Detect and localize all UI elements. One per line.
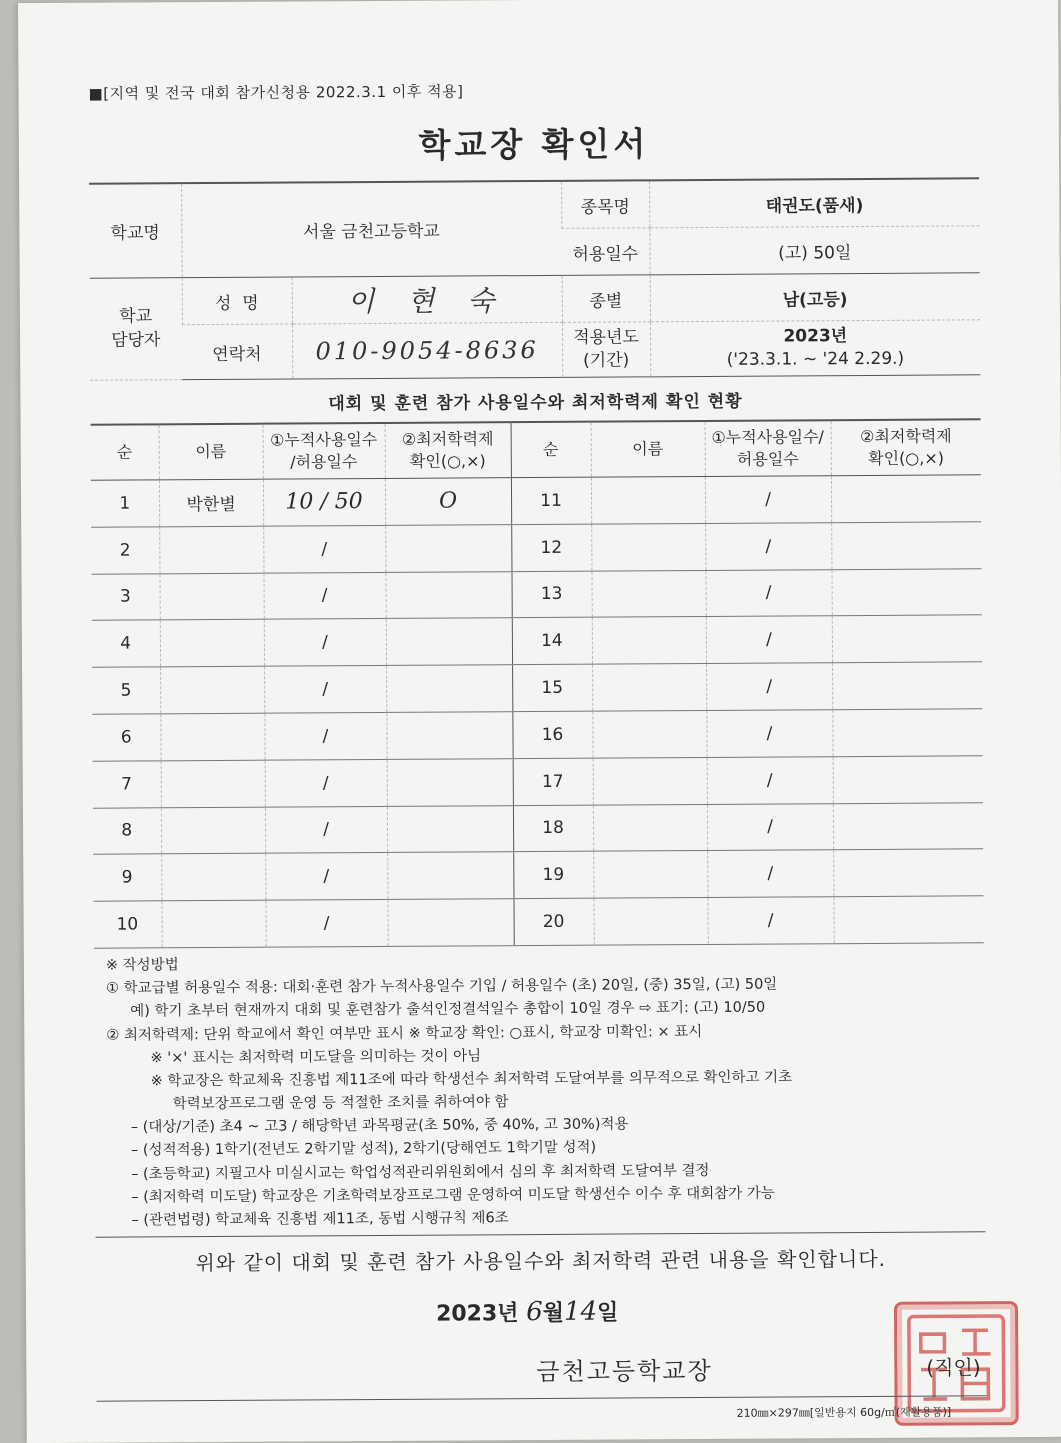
row-days-right: / (707, 756, 833, 804)
row-academic-right (833, 849, 983, 897)
row-name-right (592, 664, 706, 711)
row-name (161, 807, 265, 854)
days-value: (고) 50일 (649, 226, 979, 275)
info-table (89, 177, 980, 380)
header-name: 이름 (159, 424, 263, 480)
date-month: 6 (526, 1297, 543, 1328)
contact-value: 010-9054-8636 (292, 322, 562, 379)
table-row (93, 802, 983, 854)
row-days: / (265, 759, 387, 807)
row-no: 5 (92, 667, 160, 714)
row-name (161, 854, 265, 901)
row-academic-right (831, 522, 981, 570)
row-days: / (264, 712, 386, 760)
school-value: 서울 금천고등학교 (181, 181, 562, 278)
row-academic (386, 712, 512, 760)
row-name-right (591, 476, 705, 523)
note-line: – (성적적용) 1학기(전년도 2학기말 성적), 2학기(당해연도 1학기말 성적) (130, 1140, 597, 1159)
year-label: 적용년도 (기간) (562, 322, 650, 378)
row-academic (387, 805, 513, 853)
row-name (159, 526, 263, 573)
note-line: – (대상/기준) 초4 ~ 고3 / 해당학년 과목평균(초 50%, 중 40%, 고 30%)적용 (130, 1116, 629, 1136)
row-academic-right (833, 756, 983, 804)
row-days-right: / (705, 523, 831, 571)
row-no-right: 13 (511, 571, 591, 618)
name-value: 이 현 숙 (292, 275, 562, 324)
row-name-right (592, 617, 706, 664)
header-note: ■[지역 및 전국 대회 참가신청용 2022.3.1 이후 적용] (88, 82, 464, 103)
date-year: 2023년 (435, 1301, 519, 1327)
row-name (161, 760, 265, 807)
row-days-right: / (705, 569, 831, 617)
date-month-unit: 월 (542, 1301, 565, 1327)
year-value: 2023년 (783, 326, 848, 347)
header-days-right: ①누적사용일수/ 허용일수 (705, 420, 831, 476)
row-no: 1 (91, 480, 159, 527)
row-days-right: / (706, 616, 832, 664)
row-academic-right (833, 896, 983, 944)
row-name (160, 666, 264, 713)
roster-table (91, 418, 984, 948)
type-label: 종별 (562, 275, 650, 323)
school-label: 학교명 (89, 183, 182, 278)
note-line: – (최저학력 미도달) 학교장은 기초학력보장프로그램 운영하여 미도달 학생선수 이수 후 대회참가 가능 (131, 1185, 775, 1206)
row-name-right (592, 710, 706, 757)
header-academic-right: ②최저학력제 확인(○,×) (831, 419, 981, 475)
row-academic (387, 899, 513, 947)
row-academic: O (385, 478, 511, 526)
row-academic (386, 665, 512, 713)
header-academic: ②최저학력제 확인(○,×) (385, 422, 511, 478)
row-days: / (265, 853, 387, 901)
row-no-right: 17 (513, 758, 593, 805)
type-value: 남(고등) (650, 273, 980, 322)
row-no: 7 (93, 761, 161, 808)
confirm-statement: 위와 같이 대회 및 훈련 참가 사용일수와 최저학력 관련 내용을 확인합니다. (195, 1247, 887, 1276)
row-academic (385, 524, 511, 572)
row-no-right: 19 (513, 852, 593, 899)
row-no-right: 18 (513, 805, 593, 852)
note-line: ※ '×' 표시는 최저학력 미도달을 의미하는 것이 아님 (150, 1048, 482, 1067)
row-no-right: 12 (511, 524, 591, 571)
note-line: – (관련법령) 학교체육 진흥법 제11조, 동법 시행규칙 제6조 (131, 1210, 509, 1229)
row-academic (387, 758, 513, 806)
row-name-right (591, 523, 705, 570)
header-days: ①누적사용일수 /허용일수 (263, 423, 385, 479)
row-academic-right (832, 709, 982, 757)
header-no-right: 순 (511, 422, 591, 478)
table-row (91, 475, 981, 527)
section-title: 대회 및 훈련 참가 사용일수와 최저학력제 확인 현황 (328, 391, 743, 415)
table-row (93, 849, 983, 901)
header-no: 순 (91, 424, 159, 480)
row-academic (385, 571, 511, 619)
table-row (92, 615, 982, 667)
row-days: / (264, 619, 386, 667)
contact-label: 연락처 (182, 324, 292, 380)
staff-label: 학교 담당자 (90, 278, 183, 381)
row-days-right: / (707, 850, 833, 898)
row-no: 3 (91, 573, 159, 620)
note-line: ※ 작성방법 (105, 957, 179, 974)
row-no-right: 11 (511, 477, 591, 524)
header-name-right: 이름 (591, 421, 705, 477)
row-no-right: 20 (513, 898, 593, 945)
row-no-right: 14 (512, 618, 592, 665)
instructions (94, 949, 986, 1238)
row-days: / (265, 900, 387, 948)
row-academic (386, 618, 512, 666)
row-name-right (593, 898, 707, 945)
note-line: – (초등학교) 지필고사 미실시교는 학업성적관리위원회에서 심의 후 최저학력 도달여부 결정 (131, 1162, 710, 1183)
date-day-unit: 일 (597, 1300, 619, 1326)
table-row (92, 709, 982, 761)
note-line: 예) 학기 초부터 현재까지 대회 및 훈련참가 출석인정결석일수 총합이 10일 경우 ⇨ 표기: (고) 10/50 (130, 999, 766, 1020)
issue-date (436, 1296, 619, 1328)
seal-label: (직인) (926, 1355, 981, 1380)
document-body (88, 77, 986, 1427)
row-no: 9 (93, 854, 161, 901)
row-no: 8 (93, 807, 161, 854)
row-academic-right (832, 662, 982, 710)
date-day: 14 (563, 1296, 598, 1328)
row-name-right (593, 757, 707, 804)
table-row (92, 662, 982, 714)
roster-header (91, 419, 981, 480)
table-row (91, 568, 981, 620)
row-days: / (263, 572, 385, 620)
row-no-right: 15 (512, 664, 592, 711)
principal-name: 금천고등학교장 (536, 1357, 713, 1387)
row-days-right: / (705, 476, 831, 524)
row-no: 10 (93, 901, 161, 948)
row-days-right: / (706, 710, 832, 758)
event-label: 종목명 (561, 180, 649, 228)
row-days-right: / (707, 803, 833, 851)
name-label: 성 명 (182, 277, 292, 325)
row-name: 박한별 (159, 479, 263, 526)
row-days-right: / (706, 663, 832, 711)
row-name-right (593, 804, 707, 851)
days-label: 허용일수 (561, 228, 649, 276)
note-line: ① 학교급별 허용일수 적용: 대회·훈련 참가 누적사용일수 기입 / 허용일수 (초) 20일, (중) 35일, (고) 50일 (105, 976, 778, 997)
row-no: 6 (92, 714, 160, 761)
table-row (91, 522, 981, 574)
row-academic-right (833, 802, 983, 850)
row-name (161, 900, 265, 947)
footer-divider (97, 1396, 987, 1402)
row-academic-right (832, 615, 982, 663)
note-line: 학력보장프로그램 운영 등 적절한 조치를 취하여야 함 (172, 1094, 509, 1113)
paper-spec: 210㎜×297㎜[일반용지 60g/㎡(재활용품)] (736, 1405, 952, 1421)
table-row (93, 896, 983, 948)
row-days-right: / (707, 897, 833, 945)
page-title: 학교장 확인서 (418, 124, 650, 165)
row-name-right (593, 851, 707, 898)
document-paper (18, 0, 1061, 1443)
row-days: 10 / 50 (263, 478, 385, 526)
note-line: ※ 학교장은 학교체육 진흥법 제11조에 따라 학생선수 최저학력 도달여부를 의무적으로 확인하고 기초 (150, 1069, 793, 1090)
row-academic-right (831, 568, 981, 616)
row-name-right (591, 570, 705, 617)
event-value: 태권도(품새) (649, 178, 979, 228)
row-days: / (263, 525, 385, 573)
table-row (93, 756, 983, 808)
row-days: / (264, 666, 386, 714)
row-no-right: 16 (512, 711, 592, 758)
period-value: ('23.3.1. ~ '24 2.29.) (726, 348, 905, 370)
row-no: 4 (92, 620, 160, 667)
row-name (159, 573, 263, 620)
row-no: 2 (91, 527, 159, 574)
row-academic-right (831, 475, 981, 523)
row-name (160, 713, 264, 760)
note-line: ② 최저학력제: 단위 학교에서 확인 여부만 표시 ※ 학교장 확인: ○표시, 학교장 미확인: × 표시 (106, 1023, 703, 1044)
row-academic (387, 852, 513, 900)
row-days: / (265, 806, 387, 854)
row-name (160, 620, 264, 667)
